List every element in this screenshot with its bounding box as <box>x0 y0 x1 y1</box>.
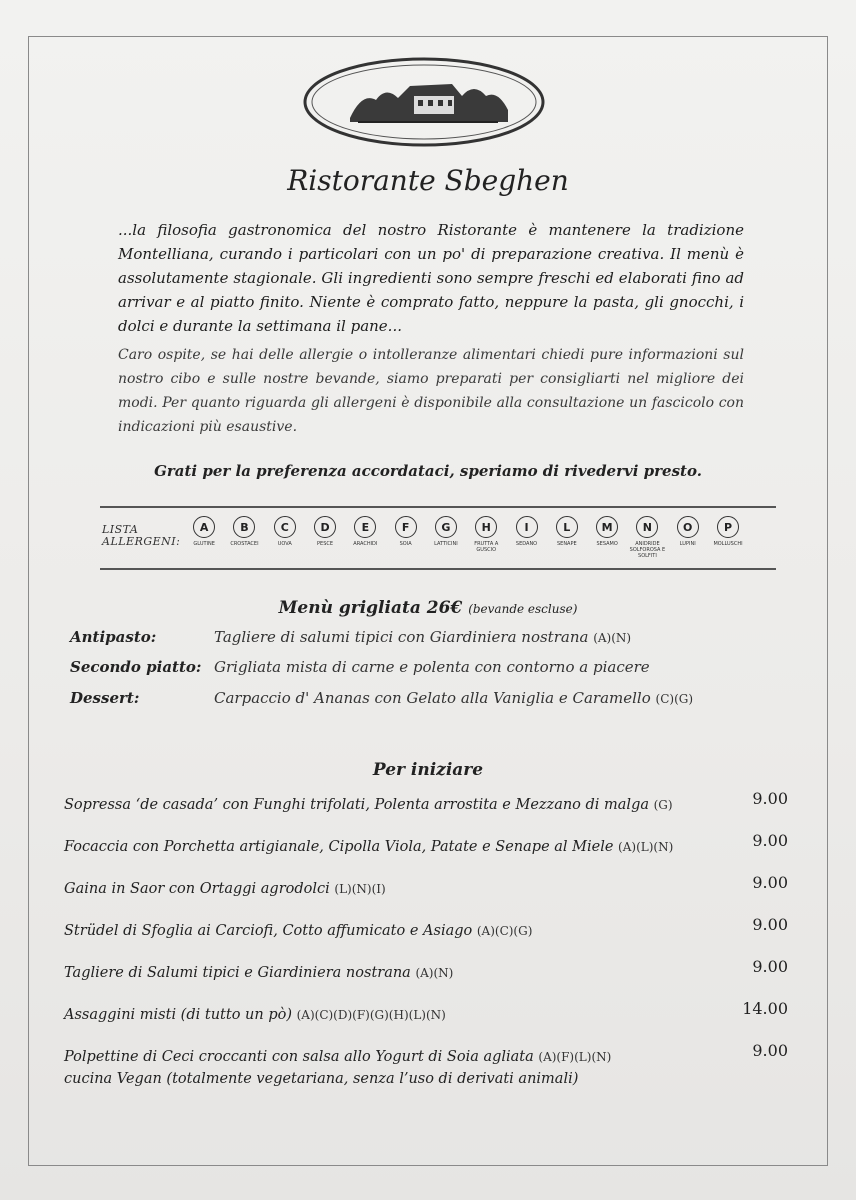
allergen-item <box>506 516 546 564</box>
allergen-legend-label <box>102 524 182 548</box>
menu-item-name: Assaggini misti (di tutto un pò) <box>64 1007 292 1023</box>
allergen-code-badge: L <box>556 516 578 538</box>
allergen-item <box>708 516 748 564</box>
allergen-code-badge: P <box>717 516 739 538</box>
allergen-code-badge: C <box>274 516 296 538</box>
allergen-code-badge: A <box>193 516 215 538</box>
set-menu-title-text: Menù grigliata 26€ <box>278 598 463 618</box>
allergen-label-line2: ALLERGENI: <box>102 535 181 548</box>
course-dish-name: Tagliere di salumi tipici con Giardiniera nostrana <box>214 628 589 646</box>
menu-item-name: Tagliere di Salumi tipici e Giardiniera nostrana <box>64 965 411 981</box>
menu-item-allergens: (A)(N) <box>415 966 454 980</box>
allergen-code-badge: M <box>596 516 618 538</box>
menu-item <box>64 789 794 816</box>
set-menu-title <box>0 598 856 618</box>
allergen-name: CROSTACEI <box>230 541 259 547</box>
allergen-item <box>466 516 506 564</box>
menu-item-name: Gaina in Saor con Ortaggi agrodolci <box>64 881 330 897</box>
allergen-item <box>587 516 627 564</box>
menu-item-name: Focaccia con Porchetta artigianale, Cipolla Viola, Patate e Senape al Miele <box>64 839 614 855</box>
restaurant-logo <box>302 56 546 148</box>
allergen-code-badge: I <box>516 516 538 538</box>
allergen-name: SENAPE <box>556 541 577 547</box>
menu-item-price: 9.00 <box>752 789 788 808</box>
allergen-code-badge: F <box>395 516 417 538</box>
allergen-name: SOIA <box>399 541 412 547</box>
menu-item-name: Strüdel di Sfoglia ai Carciofi, Cotto affumicato e Asiago <box>64 923 473 939</box>
course-label: Antipasto: <box>70 628 157 646</box>
restaurant-name: Ristorante Sbeghen <box>287 164 569 197</box>
menu-item-name: Sopressa ‘de casada’ con Funghi trifolati, Polenta arrostita e Mezzano di malga <box>64 797 649 813</box>
allergen-code-badge: E <box>354 516 376 538</box>
menu-item <box>64 999 794 1026</box>
menu-item-price: 9.00 <box>752 1041 788 1060</box>
menu-item <box>64 1041 794 1090</box>
allergen-name: LUPINI <box>679 541 696 547</box>
set-menu-course <box>70 689 770 713</box>
allergen-list <box>184 516 776 564</box>
menu-item-name: Polpettine di Ceci croccanti con salsa allo Yogurt di Soia agliata <box>64 1049 534 1065</box>
course-dish <box>214 658 650 676</box>
allergen-name: FRUTTA A GUSCIO <box>474 541 499 553</box>
course-allergens: (A)(N) <box>593 631 632 645</box>
menu-item-note: cucina Vegan (totalmente vegetariana, senza l’uso di derivati animali) <box>64 1071 579 1087</box>
allergen-item <box>668 516 708 564</box>
set-menu-course <box>70 628 770 652</box>
course-allergens: (C)(G) <box>655 692 694 706</box>
menu-item-price: 9.00 <box>752 831 788 850</box>
allergen-item <box>426 516 466 564</box>
course-dish <box>214 628 631 646</box>
course-label: Secondo piatto: <box>70 658 202 676</box>
intro-paragraph: ...la filosofia gastronomica del nostro Ristorante è mantenere la tradizione Montelliana, curando i particolari con un po' di preparazione creativa. Il menù è assolutamente stagionale. Gli ingredienti sono sempre freschi ed elaborati fino ad arrivar e al piatto finito. Niente è comprato fatto, neppure la pasta, gli gnocchi, i dolci e durante la settimana il pane... <box>118 221 744 335</box>
allergen-name: LATTICINI <box>434 541 458 547</box>
course-dish-name: Carpaccio d' Ananas con Gelato alla Vaniglia e Caramello <box>214 689 651 707</box>
allergy-note-paragraph: Caro ospite, se hai delle allergie o intolleranze alimentari chiedi pure informazioni sul nostro cibo e sulle nostre bevande, siamo preparati per consigliarti nel migliore dei modi. Per quanto riguarda gli allergeni è disponibile alla consultazione un fascicolo con indicazioni più esaustive. <box>118 347 744 435</box>
allergen-item <box>547 516 587 564</box>
menu-item-price: 9.00 <box>752 873 788 892</box>
allergen-code-badge: D <box>314 516 336 538</box>
allergen-item <box>265 516 305 564</box>
allergen-name: ANIDRIDE SOLFOROSA E SOLFITI <box>629 541 666 559</box>
allergen-item <box>345 516 385 564</box>
allergen-item <box>184 516 224 564</box>
allergen-item <box>627 516 667 564</box>
menu-item-allergens: (A)(C)(G) <box>476 924 533 938</box>
menu-item-allergens: (A)(L)(N) <box>618 840 674 854</box>
allergen-code-badge: O <box>677 516 699 538</box>
thanks-line: Grati per la preferenza accordataci, speriamo di rivedervi presto. <box>154 462 702 480</box>
menu-item-allergens: (A)(F)(L)(N) <box>538 1050 612 1064</box>
menu-item-allergens: (G) <box>653 798 673 812</box>
allergen-code-badge: H <box>475 516 497 538</box>
allergen-label-line1: LISTA <box>102 523 139 536</box>
allergen-name: UOVA <box>277 541 292 547</box>
allergen-name: PESCE <box>317 541 334 547</box>
allergen-item <box>224 516 264 564</box>
allergen-item <box>305 516 345 564</box>
allergen-code-badge: G <box>435 516 457 538</box>
set-menu-course <box>70 658 770 682</box>
set-menu-subtitle: (bevande escluse) <box>468 602 578 616</box>
menu-item-allergens: (L)(N)(I) <box>334 882 386 896</box>
menu-item-price: 9.00 <box>752 957 788 976</box>
course-dish-name: Grigliata mista di carne e polenta con contorno a piacere <box>214 658 650 676</box>
allergen-name: MOLLUSCHI <box>713 541 743 547</box>
allergen-name: SESAMO <box>596 541 618 547</box>
allergen-code-badge: B <box>233 516 255 538</box>
starters-section-title: Per iniziare <box>372 760 484 780</box>
allergen-name: ARACHIDI <box>353 541 378 547</box>
allergen-name: GLUTINE <box>193 541 215 547</box>
menu-item <box>64 957 794 984</box>
allergen-code-badge: N <box>636 516 658 538</box>
course-label: Dessert: <box>70 689 140 707</box>
menu-item <box>64 873 794 900</box>
menu-item-price: 14.00 <box>742 999 788 1018</box>
allergen-legend <box>100 506 776 570</box>
allergen-item <box>385 516 425 564</box>
menu-item-price: 9.00 <box>752 915 788 934</box>
menu-item <box>64 915 794 942</box>
menu-item <box>64 831 794 858</box>
course-dish <box>214 689 693 707</box>
allergen-name: SEDANO <box>515 541 538 547</box>
menu-item-allergens: (A)(C)(D)(F)(G)(H)(L)(N) <box>296 1008 446 1022</box>
